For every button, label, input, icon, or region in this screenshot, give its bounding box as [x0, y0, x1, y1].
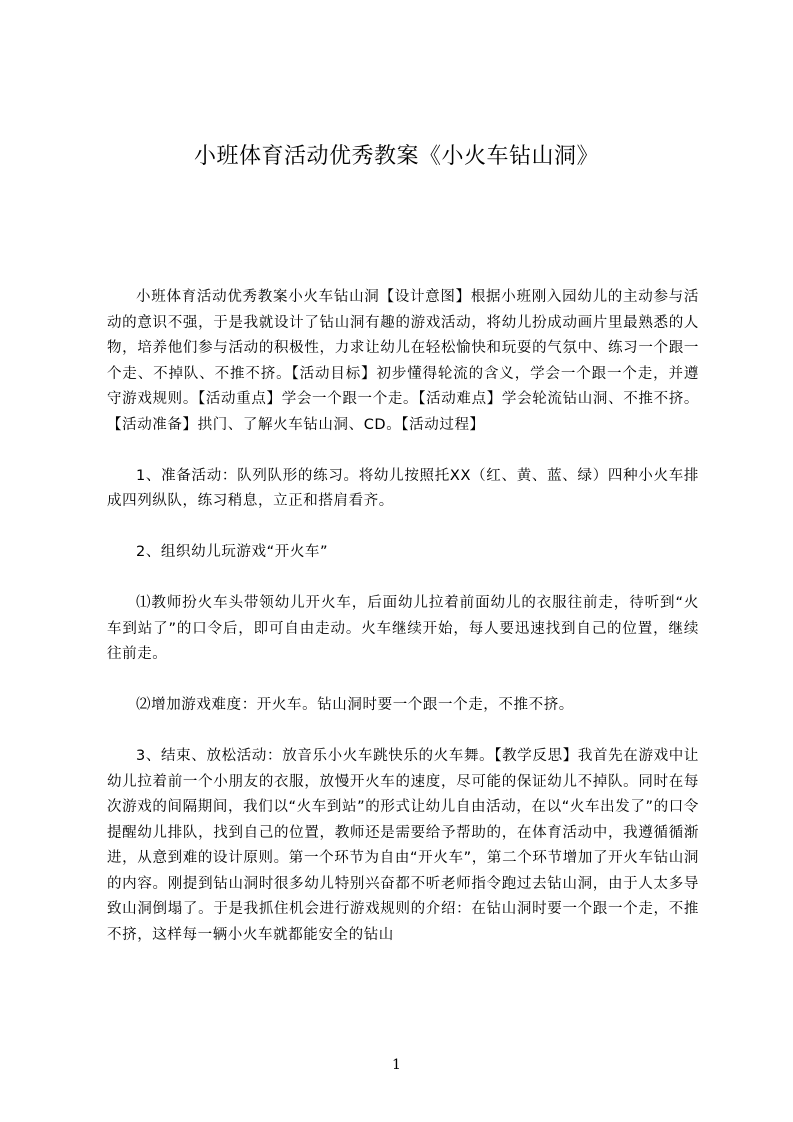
document-body — [107, 285, 699, 974]
paragraph-intro: 小班体育活动优秀教案小火车钻山洞【设计意图】根据小班刚入园幼儿的主动参与活动的意识不强，于是我就设计了钻山洞有趣的游戏活动，将幼儿扮成动画片里最熟悉的人物，培养他们参与活动的积极性，力求让幼儿在轻松愉快和玩耍的气氛中、练习一个跟一个走、不掉队、不推不挤。【活动目标】初步懂得轮流的含义，学会一个跟一个走，并遵守游戏规则。【活动重点】学会一个跟一个走。【活动难点】学会轮流钻山洞、不推不挤。【活动准备】拱门、了解火车钻山洞、CD。【活动过程】 — [107, 289, 699, 433]
paragraph-step-1: 1、准备活动：队列队形的练习。将幼儿按照托XX（红、黄、蓝、绿）四种小火车排成四列纵队，练习稍息，立正和搭肩看齐。 — [107, 467, 699, 509]
page-number: 1 — [392, 1057, 401, 1073]
paragraph-step-2-2: ⑵增加游戏难度：开火车。钻山洞时要一个跟一个走，不推不挤。 — [136, 697, 574, 713]
document-title: 小班体育活动优秀教案《小火车钻山洞》 — [193, 144, 599, 169]
paragraph-step-3-reflection: 3、结束、放松活动：放音乐小火车跳快乐的火车舞。【教学反思】我首先在游戏中让幼儿拉着前一个小朋友的衣服，放慢开火车的速度，尽可能的保证幼儿不掉队。同时在每次游戏的间隔期间，我们以“火车到站”的形式让幼儿自由活动，在以“火车出发了”的口令提醒幼儿排队，找到自己的位置，教师还是需要给予帮助的，在体育活动中，我遵循循渐进，从意到难的设计原则。第一个环节为自由“开火车”，第二个环节增加了开火车钻山洞的内容。刚提到钻山洞时很多幼儿特别兴奋都不听老师指令跑过去钻山洞，由于人太多导致山洞倒塌了。于是我抓住机会进行游戏规则的介绍：在钻山洞时要一个跟一个走，不推不挤，这样每一辆小火车就都能安全的钻山 — [107, 748, 699, 943]
paragraph-step-2-1: ⑴教师扮火车头带领幼儿开火车，后面幼儿拉着前面幼儿的衣服往前走，待听到“火车到站了”的口令后，即可自由走动。火车继续开始，每人要迅速找到自己的位置，继续往前走。 — [107, 595, 699, 662]
paragraph-step-2: 2、组织幼儿玩游戏“开火车” — [136, 544, 329, 560]
